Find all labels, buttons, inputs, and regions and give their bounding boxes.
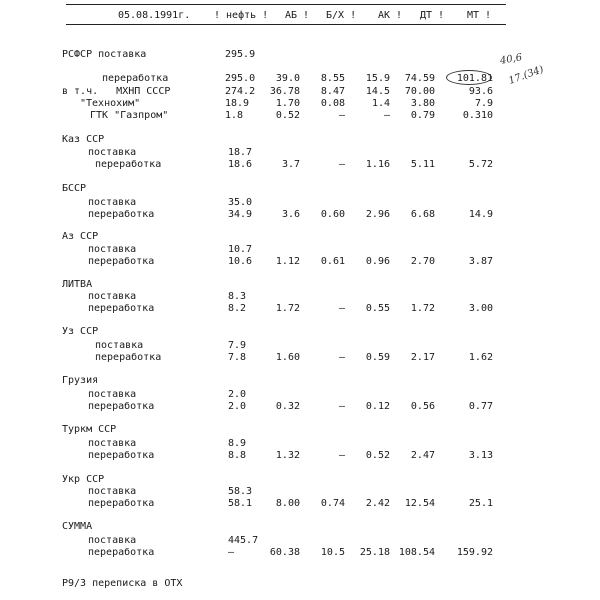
row-sublabel: переработка bbox=[88, 401, 155, 412]
row-sublabel: переработка bbox=[88, 498, 155, 509]
cell-value: 0.96 bbox=[365, 256, 390, 267]
cell-value: 8.8 bbox=[228, 450, 247, 461]
cell-value: 58.3 bbox=[228, 486, 253, 497]
cell-value: 74.59 bbox=[404, 73, 435, 84]
row-sublabel: переработка bbox=[95, 352, 162, 363]
cell-value: 0.60 bbox=[320, 209, 345, 220]
row-sublabel: поставка bbox=[95, 340, 144, 351]
row-sublabel: "Технохим" bbox=[80, 98, 141, 109]
header-rule bbox=[66, 24, 506, 25]
header-col-oil: ! нефть ! bbox=[214, 10, 269, 21]
cell-value: 7.8 bbox=[228, 352, 247, 363]
cell-value: 1.16 bbox=[365, 159, 390, 170]
cell-value: 93.6 bbox=[468, 86, 493, 97]
row-label: СУММА bbox=[62, 521, 93, 532]
cell-value: 1.8 bbox=[225, 110, 244, 121]
handwritten-note-2: 17.(34) bbox=[507, 64, 546, 87]
row-sublabel: переработка bbox=[88, 303, 155, 314]
cell-value: 1.62 bbox=[468, 352, 493, 363]
cell-value: 3.00 bbox=[468, 303, 493, 314]
cell-value: 14.5 bbox=[365, 86, 390, 97]
cell-value: 10.6 bbox=[228, 256, 253, 267]
cell-value: 6.68 bbox=[410, 209, 435, 220]
cell-value: 35.0 bbox=[228, 197, 253, 208]
cell-value: 14.9 bbox=[468, 209, 493, 220]
cell-value: 295.0 bbox=[225, 73, 256, 84]
handwritten-note-1: 40,6 bbox=[499, 52, 524, 67]
header-col-dt: ДТ ! bbox=[420, 10, 445, 21]
cell-value: 60.38 bbox=[269, 547, 300, 558]
cell-value: 2.0 bbox=[228, 401, 247, 412]
cell-value: 0.12 bbox=[365, 401, 390, 412]
cell-value: – bbox=[383, 110, 390, 121]
cell-value: 0.74 bbox=[320, 498, 345, 509]
cell-value: 0.77 bbox=[468, 401, 493, 412]
cell-value: – bbox=[338, 352, 345, 363]
row-sublabel: переработка bbox=[88, 256, 155, 267]
row-label: Аз ССР bbox=[62, 231, 99, 242]
top-rule bbox=[66, 4, 506, 5]
cell-value: – bbox=[338, 159, 345, 170]
footer-note: Р9/3 переписка в ОТХ bbox=[62, 578, 183, 589]
cell-value: 0.59 bbox=[365, 352, 390, 363]
cell-value: 10.7 bbox=[228, 244, 253, 255]
row-sublabel: поставка bbox=[88, 291, 137, 302]
cell-value: 0.56 bbox=[410, 401, 435, 412]
cell-value: 34.9 bbox=[228, 209, 253, 220]
cell-value: 0.79 bbox=[410, 110, 435, 121]
cell-value: – bbox=[228, 547, 235, 558]
row-label: ЛИТВА bbox=[62, 279, 93, 290]
row-label: РСФСР поставка bbox=[62, 49, 147, 60]
row-label: Туркм ССР bbox=[62, 424, 117, 435]
cell-value: 39.0 bbox=[275, 73, 300, 84]
cell-value: 3.87 bbox=[468, 256, 493, 267]
cell-value: 5.72 bbox=[468, 159, 493, 170]
row-sublabel: поставка bbox=[88, 197, 137, 208]
cell-value: 5.11 bbox=[410, 159, 435, 170]
cell-value: 0.52 bbox=[365, 450, 390, 461]
cell-value: 25.1 bbox=[468, 498, 493, 509]
cell-value: 1.60 bbox=[275, 352, 300, 363]
cell-value: 108.54 bbox=[398, 547, 435, 558]
row-sublabel: поставка bbox=[88, 147, 137, 158]
handwritten-circle bbox=[446, 70, 492, 85]
row-sublabel: переработка bbox=[95, 159, 162, 170]
cell-value: 0.310 bbox=[462, 110, 493, 121]
row-sublabel: поставка bbox=[88, 535, 137, 546]
cell-value: 3.7 bbox=[281, 159, 300, 170]
row-sublabel: переработка bbox=[88, 547, 155, 558]
row-label: Грузия bbox=[62, 375, 99, 386]
cell-value: 8.2 bbox=[228, 303, 247, 314]
cell-value: – bbox=[338, 450, 345, 461]
row-sublabel: переработка bbox=[88, 209, 155, 220]
cell-value: 0.32 bbox=[275, 401, 300, 412]
cell-value: 0.61 bbox=[320, 256, 345, 267]
row-sublabel: переработка bbox=[88, 450, 155, 461]
cell-value: 8.55 bbox=[320, 73, 345, 84]
cell-value: 18.9 bbox=[225, 98, 250, 109]
cell-value: 10.5 bbox=[320, 547, 345, 558]
cell-value: – bbox=[338, 110, 345, 121]
cell-value: 2.47 bbox=[410, 450, 435, 461]
row-sublabel: поставка bbox=[88, 438, 137, 449]
cell-value: 0.52 bbox=[275, 110, 300, 121]
row-sublabel: в т.ч. МХНП СССР bbox=[62, 86, 171, 97]
header-col-ab: АБ ! bbox=[285, 10, 310, 21]
cell-value: 1.72 bbox=[275, 303, 300, 314]
cell-value: 8.9 bbox=[228, 438, 247, 449]
cell-value: 0.08 bbox=[320, 98, 345, 109]
cell-value: 1.70 bbox=[275, 98, 300, 109]
cell-value: 445.7 bbox=[228, 535, 259, 546]
cell-value: 1.12 bbox=[275, 256, 300, 267]
cell-value: 8.3 bbox=[228, 291, 247, 302]
row-sublabel: ГТК "Газпром" bbox=[90, 110, 169, 121]
cell-value: 12.54 bbox=[404, 498, 435, 509]
cell-value: 8.47 bbox=[320, 86, 345, 97]
cell-value: 159.92 bbox=[456, 547, 493, 558]
cell-value: 2.70 bbox=[410, 256, 435, 267]
row-sublabel: поставка bbox=[88, 486, 137, 497]
cell-value: 2.96 bbox=[365, 209, 390, 220]
cell-value: 58.1 bbox=[228, 498, 253, 509]
cell-value: 7.9 bbox=[474, 98, 493, 109]
cell-value: 274.2 bbox=[225, 86, 256, 97]
cell-value: 25.18 bbox=[359, 547, 390, 558]
row-label: БССР bbox=[62, 183, 87, 194]
cell-value: 18.6 bbox=[228, 159, 253, 170]
header-col-bx: Б/Х ! bbox=[326, 10, 357, 21]
cell-value: 8.00 bbox=[275, 498, 300, 509]
cell-value: 0.55 bbox=[365, 303, 390, 314]
cell-value: 36.78 bbox=[269, 86, 300, 97]
cell-value: 1.72 bbox=[410, 303, 435, 314]
row-label: Каз ССР bbox=[62, 134, 105, 145]
row-sublabel: поставка bbox=[88, 244, 137, 255]
cell-value: – bbox=[338, 303, 345, 314]
row-sublabel: поставка bbox=[88, 389, 137, 400]
cell-value: 15.9 bbox=[365, 73, 390, 84]
cell-value: 101.81 bbox=[456, 73, 493, 84]
cell-value: 2.42 bbox=[365, 498, 390, 509]
cell-value: 1.32 bbox=[275, 450, 300, 461]
cell-value: 3.80 bbox=[410, 98, 435, 109]
cell-value: 7.9 bbox=[228, 340, 247, 351]
row-label: Укр ССР bbox=[62, 474, 105, 485]
cell-value: – bbox=[338, 401, 345, 412]
cell-value: 1.4 bbox=[371, 98, 390, 109]
header-date: 05.08.1991г. bbox=[118, 10, 191, 21]
header-col-ak: АК ! bbox=[378, 10, 403, 21]
cell-value: 3.6 bbox=[281, 209, 300, 220]
cell-value: 2.17 bbox=[410, 352, 435, 363]
cell-value: 2.0 bbox=[228, 389, 247, 400]
cell-value: 70.00 bbox=[404, 86, 435, 97]
cell-value: 3.13 bbox=[468, 450, 493, 461]
cell-value: 295.9 bbox=[225, 49, 256, 60]
cell-value: 18.7 bbox=[228, 147, 253, 158]
header-col-mt: МТ ! bbox=[467, 10, 492, 21]
row-sublabel: переработка bbox=[102, 73, 169, 84]
row-label: Уз ССР bbox=[62, 326, 99, 337]
